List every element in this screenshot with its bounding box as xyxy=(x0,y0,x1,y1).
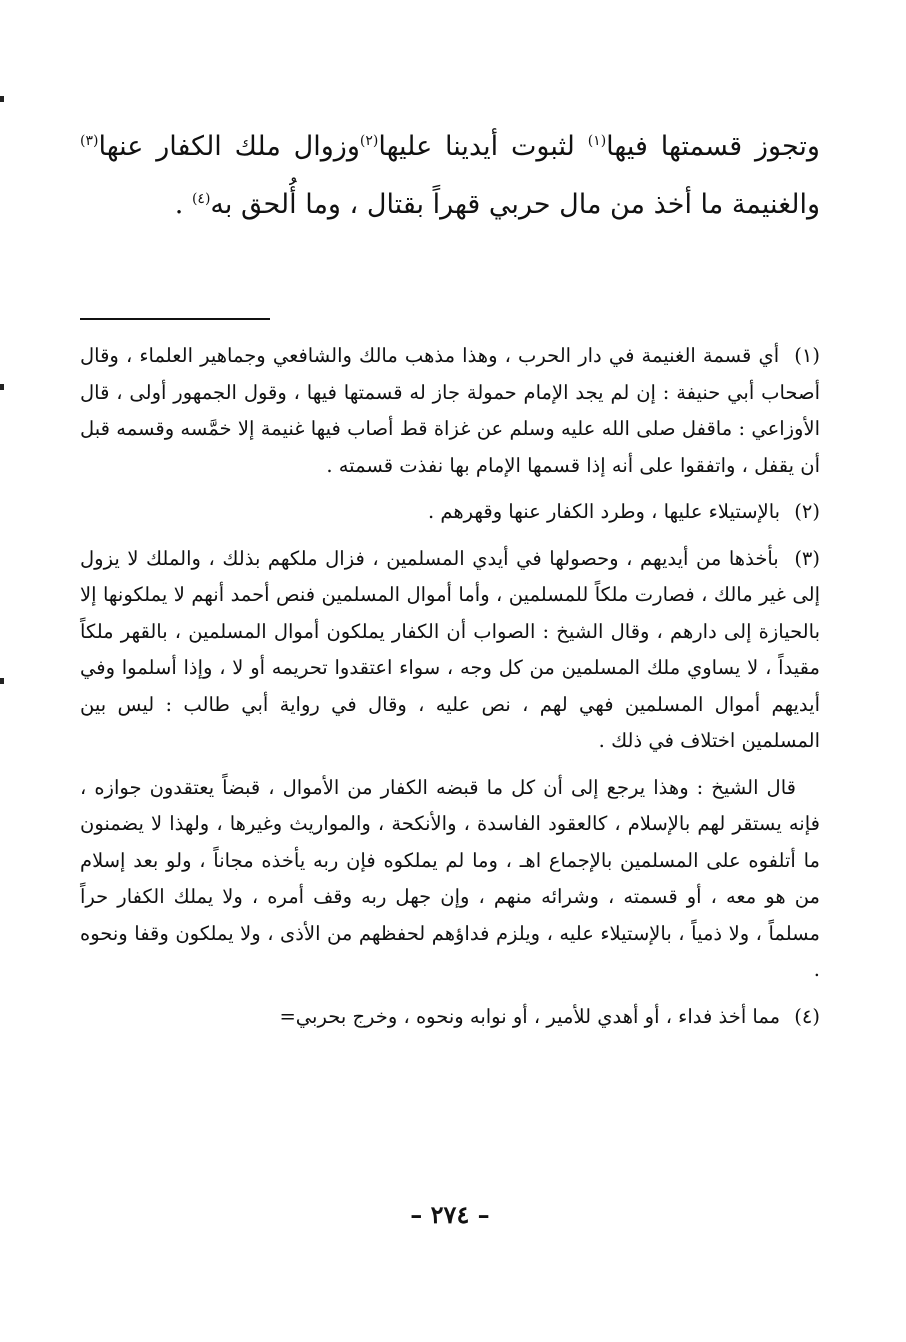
scan-edge-mark xyxy=(0,384,4,390)
footnote-4 xyxy=(80,999,820,1036)
footnote-ref-2[interactable]: (٢) xyxy=(359,133,379,149)
footnote-ref-1[interactable]: (١) xyxy=(587,133,607,149)
footnote-ref-3[interactable]: (٣) xyxy=(80,133,99,149)
main-text-part: وزوال ملك الكفار عنها xyxy=(98,131,360,162)
footnote-number: (١) xyxy=(794,344,820,367)
main-text-part: . xyxy=(174,189,192,220)
footnote-text: مما أخذ فداء ، أو أهدي للأمير ، أو نوابه ونحوه ، وخرج بحربي= xyxy=(279,1004,781,1028)
main-text-part: لثبوت أيدينا عليها xyxy=(378,131,588,162)
scan-edge-mark xyxy=(0,678,4,684)
footnote-text: بالإستيلاء عليها ، وطرد الكفار عنها وقهرهم . xyxy=(427,500,781,523)
page-number: – ٢٧٤ – xyxy=(410,1200,490,1229)
footnote-number: (٤) xyxy=(794,1004,820,1028)
footnotes xyxy=(80,338,820,1045)
footnote-3 xyxy=(80,541,820,760)
quote-paragraph: قال الشيخ : وهذا يرجع إلى أن كل ما قبضه الكفار من الأموال ، قبضاً يعتقدون جوازه ، فإنه يستقر لهم بالإسلام ، كالعقود الفاسدة ، والأنكحة ، والمواريث وغيرها ، ولهذا لا يضمنون ما أتلفوه على المسلمين بالإجماع اهـ ، وما لم يملكوه فإن ربه يأخذه مجاناً ، ولو بعد إسلام من هو معه ، أو قسمته ، وشرائه منهم ، وإن جهل ربه وقف أمره ، ولا يملك الكفار حراً مسلماً ، ولا ذمياً ، بالإستيلاء عليه ، ويلزم فداؤهم لحفظهم من الأذى ، ولا يملكون وقفا ونحوه . xyxy=(80,775,820,981)
book-page xyxy=(80,0,820,1342)
footnote-number: (٢) xyxy=(794,500,820,523)
footnote-1 xyxy=(80,338,820,484)
footnote-number: (٣) xyxy=(794,546,821,570)
main-text xyxy=(80,118,820,234)
scan-edge-mark xyxy=(0,96,4,102)
footnote-text: أي قسمة الغنيمة في دار الحرب ، وهذا مذهب مالك والشافعي وجماهير العلماء ، وقال أصحاب أبي حنيفة : إن لم يجد الإمام حمولة جاز له قسمتها فيها ، وقول الجمهور أولى ، قال الأوزاعي : ماقفل صلى الله عليه وسلم عن غزاة قط أصاب فيها غنيمة إلا خمَّسه وقسمه قبل أن يقفل ، واتفقوا على أنه إذا قسمها الإمام بها نفذت قسمته . xyxy=(80,344,820,477)
footnote-ref-4[interactable]: (٤) xyxy=(191,191,211,207)
main-text-part: وتجوز قسمتها فيها xyxy=(606,131,820,162)
footnote-2 xyxy=(80,494,820,531)
footnote-text: بأخذها من أيديهم ، وحصولها في أيدي المسلمين ، فزال ملكهم بذلك ، والملك لا يزول إلى غير مالك ، فصارت ملكاً للمسلمين ، وأما أموال المسلمين فنص أحمد أنهم لا يملكونها إلا بالحيازة إلى دارهم ، وقال الشيخ : الصواب أن الكفار يملكون أموال المسلمين ، بالقهر ملكاً مقيداً ، لا يساوي ملك المسلمين من كل وجه ، سواء اعتقدوا تحريمه أو لا ، وإذا أسلموا وفي أيديهم أموال المسلمين فهي لهم ، نص عليه ، وقال في رواية أبي طالب : ليس بين المسلمين اختلاف في ذلك . xyxy=(80,546,820,752)
main-text-part: والغنيمة ما أخذ من مال حربي قهراً بقتال ، وما أُلحق به xyxy=(210,189,820,220)
footnote-divider xyxy=(80,318,270,320)
